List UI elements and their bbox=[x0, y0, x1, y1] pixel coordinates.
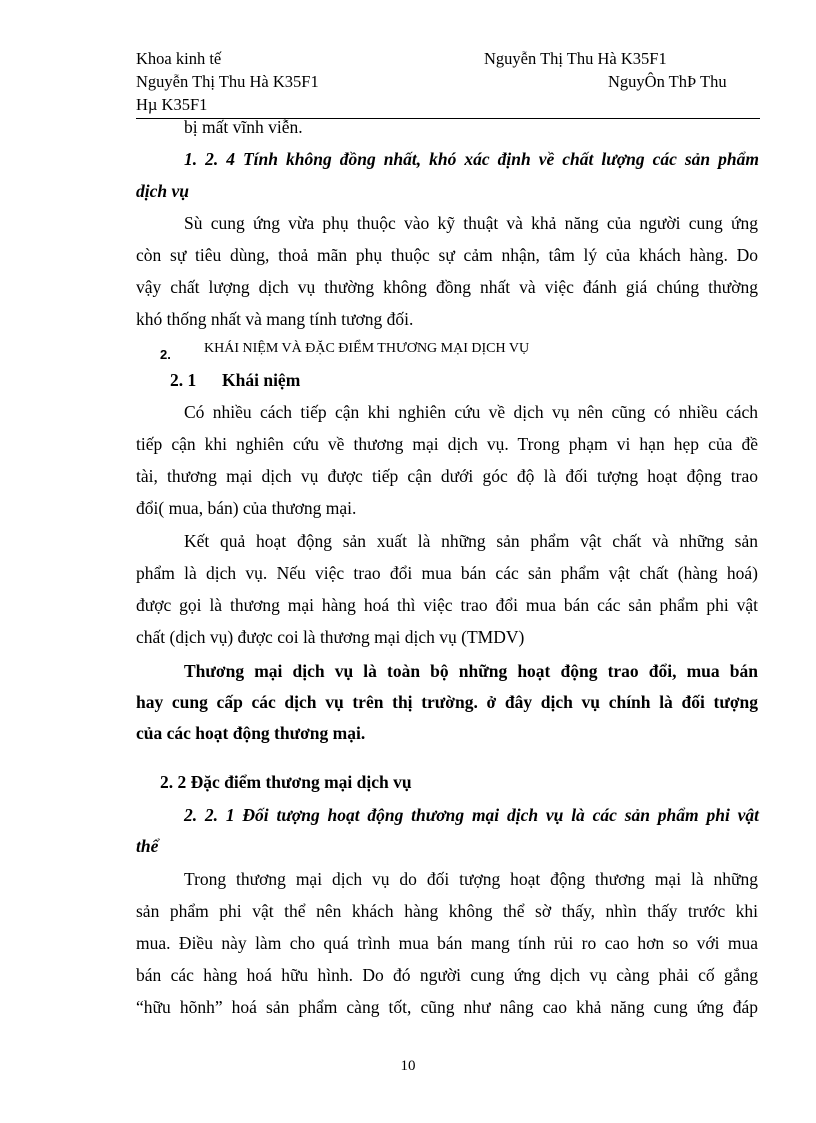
header-author-right-line2: NguyÔn ThÞ Thu bbox=[608, 72, 727, 91]
section-2-1-number: 2. 1 bbox=[170, 370, 197, 390]
paragraph-line: đổi( mua, bán) của thương mại. bbox=[136, 498, 357, 518]
paragraph-line: phẩm là dịch vụ. Nếu việc trao đổi mua bán các sản phẩm vật chất (hàng hoá) bbox=[136, 563, 758, 583]
page-number: 10 bbox=[400, 1058, 416, 1074]
paragraph-line: chất (dịch vụ) được coi là thương mại dịch vụ (TMDV) bbox=[136, 627, 525, 647]
paragraph-line: vậy chất lượng dịch vụ thường không đồng nhất và việc đánh giá chúng thường bbox=[136, 277, 758, 297]
paragraph-line: tài, thương mại dịch vụ được tiếp cận dưới góc độ là đối tượng hoạt động trao bbox=[136, 466, 758, 486]
header-author-left-line2: Nguyễn Thị Thu Hà K35F1 bbox=[136, 72, 319, 91]
paragraph-line: mua. Điều này làm cho quá trình mua bán mang tính rủi ro cao hơn so với mua bbox=[136, 933, 758, 953]
paragraph-line: sản phẩm phi vật thể nên khách hàng không thể sờ thấy, nhìn thấy trước khi bbox=[136, 901, 758, 921]
section-1-2-4-heading-cont: dịch vụ bbox=[136, 181, 189, 201]
paragraph-line: tiếp cận khi nghiên cứu về thương mại dịch vụ. Trong phạm vi hạn hẹp của đề bbox=[136, 434, 758, 454]
paragraph-line: khó thống nhất và mang tính tương đối. bbox=[136, 309, 414, 329]
header-author-right: Nguyễn Thị Thu Hà K35F1 bbox=[484, 49, 667, 68]
section-2-2-1-heading: 2. 2. 1 Đối tượng hoạt động thương mại dịch vụ là các sản phẩm phi vật bbox=[184, 805, 759, 825]
paragraph-line: còn sự tiêu dùng, thoả mãn phụ thuộc sự cảm nhận, tâm lý của khách hàng. Do bbox=[136, 245, 758, 265]
section-2-title: KHÁI NIỆM VÀ ĐẶC ĐIỂM THƯƠNG MẠI DỊCH VỤ bbox=[204, 341, 530, 356]
section-2-number: 2. bbox=[160, 347, 171, 362]
section-2-1-title: Khái niệm bbox=[222, 370, 301, 390]
definition-line: hay cung cấp các dịch vụ trên thị trường. ở đây dịch vụ chính là đối tượng bbox=[136, 692, 758, 712]
paragraph-line: “hữu hõnh” hoá sản phẩm càng tốt, cũng như nâng cao khả năng cung ứng đáp bbox=[136, 997, 758, 1017]
section-2-2-1-heading-cont: thể bbox=[136, 836, 159, 856]
paragraph-line: Kết quả hoạt động sản xuất là những sản phẩm vật chất và những sản bbox=[184, 531, 758, 551]
definition-line: Thương mại dịch vụ là toàn bộ những hoạt động trao đổi, mua bán bbox=[184, 661, 758, 681]
header-faculty: Khoa kinh tế bbox=[136, 49, 222, 68]
paragraph-line: bán các hàng hoá hữu hình. Do đó người cung ứng dịch vụ càng phải cố gắng bbox=[136, 965, 758, 985]
section-1-2-4-heading: 1. 2. 4 Tính không đồng nhất, khó xác định về chất lượng các sản phẩm bbox=[184, 149, 759, 169]
paragraph-line: được gọi là thương mại hàng hoá thì việc trao đổi mua bán các sản phẩm phi vật bbox=[136, 595, 758, 615]
carry-over-line: bị mất vĩnh viễn. bbox=[184, 117, 303, 137]
paragraph-line: Trong thương mại dịch vụ do đối tượng hoạt động thương mại là những bbox=[184, 869, 758, 889]
definition-line: của các hoạt động thương mại. bbox=[136, 723, 366, 743]
paragraph-line: Có nhiều cách tiếp cận khi nghiên cứu về dịch vụ nên cũng có nhiều cách bbox=[184, 402, 758, 422]
section-2-2-heading: 2. 2 Đặc điểm thương mại dịch vụ bbox=[160, 772, 412, 792]
paragraph-line: Sù cung ứng vừa phụ thuộc vào kỹ thuật và khả năng của người cung ứng bbox=[184, 213, 758, 233]
header-line3: Hµ K35F1 bbox=[136, 95, 208, 114]
